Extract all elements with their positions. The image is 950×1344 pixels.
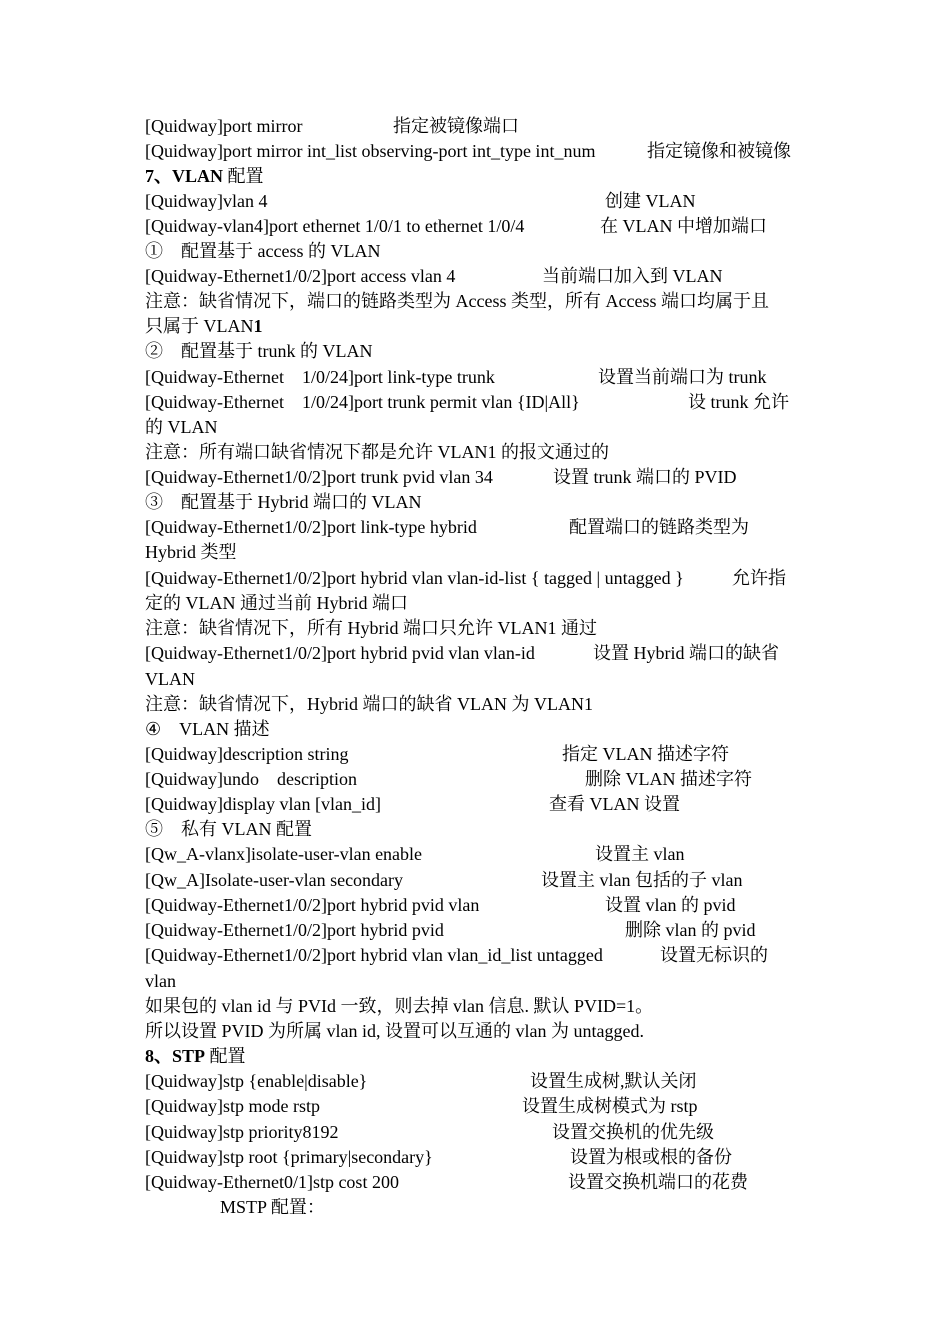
command-text: [Qw_A]Isolate-user-vlan secondary <box>145 870 404 890</box>
section-number: 8、 <box>145 1046 172 1066</box>
command-description: 设置 vlan 的 pvid <box>605 895 736 915</box>
command-description: 创建 VLAN <box>605 191 696 211</box>
doc-line <box>145 541 237 563</box>
section-title-rest: 配置 <box>205 1046 246 1066</box>
command-text: [Quidway-Ethernet1/0/2]port link-type hybrid <box>145 517 477 537</box>
doc-line <box>145 416 218 438</box>
section-heading <box>145 1045 246 1067</box>
command-description: 设置主 vlan <box>595 844 685 864</box>
section-title-bold: STP <box>172 1046 206 1066</box>
command-description: 查看 VLAN 设置 <box>549 794 680 814</box>
paragraph-text: 注意：缺省情况下，端口的链路类型为 Access 类型，所有 Access 端口均属于且 <box>145 291 769 311</box>
command-description: 设置 Hybrid 端口的缺省 <box>593 643 779 663</box>
command-text: [Quidway-Ethernet1/0/2]port access vlan 4 <box>145 266 456 286</box>
command-text: [Quidway]description string <box>145 744 349 764</box>
doc-line <box>145 441 609 463</box>
paragraph-text: 所以设置 PVID 为所属 vlan id, 设置可以互通的 vlan 为 untagged. <box>145 1021 644 1041</box>
doc-line <box>145 668 195 690</box>
paragraph-text: ④ VLAN 描述 <box>145 719 270 739</box>
command-description: 设置生成树,默认关闭 <box>530 1071 697 1091</box>
doc-line <box>145 693 593 715</box>
doc-line <box>145 290 769 312</box>
doc-line <box>145 592 408 614</box>
command-text: [Quidway-Ethernet1/0/2]port hybrid pvid vlan vlan-id <box>145 643 535 663</box>
command-text: [Quidway-Ethernet1/0/2]port hybrid vlan vlan-id-list { tagged | untagged } <box>145 568 684 588</box>
command-description: 删除 VLAN 描述字符 <box>585 769 752 789</box>
command-description: 设置交换机的优先级 <box>552 1122 714 1142</box>
command-text: [Quidway]port mirror int_list observing-port int_type int_num <box>145 141 596 161</box>
command-text: [Quidway]stp root {primary|secondary} <box>145 1147 433 1167</box>
doc-line <box>145 970 176 992</box>
paragraph-text: 定的 VLAN 通过当前 Hybrid 端口 <box>145 593 408 613</box>
doc-line <box>145 240 380 262</box>
command-description: 允许指 <box>732 568 786 588</box>
command-text: [Quidway]stp {enable|disable} <box>145 1071 368 1091</box>
command-description: 设置 trunk 端口的 PVID <box>553 467 737 487</box>
command-text: [Quidway-vlan4]port ethernet 1/0/1 to ethernet 1/0/4 <box>145 216 525 236</box>
command-description: 删除 vlan 的 pvid <box>625 920 756 940</box>
paragraph-text: ⑤ 私有 VLAN 配置 <box>145 819 312 839</box>
command-description: 配置端口的链路类型为 <box>569 517 749 537</box>
command-text: [Quidway-Ethernet 1/0/24]port trunk permit vlan {ID|All} <box>145 392 580 412</box>
command-description: 设 trunk 允许 <box>688 392 789 412</box>
command-description: 指定被镜像端口 <box>393 116 519 136</box>
command-text: [Quidway]vlan 4 <box>145 191 268 211</box>
command-text: [Quidway-Ethernet 1/0/24]port link-type trunk <box>145 367 495 387</box>
command-description: 指定镜像和被镜像 <box>647 141 791 161</box>
doc-line <box>145 617 597 639</box>
paragraph-text: ② 配置基于 trunk 的 VLAN <box>145 341 373 361</box>
paragraph-text: 注意：缺省情况下，Hybrid 端口的缺省 VLAN 为 VLAN1 <box>145 694 593 714</box>
doc-line <box>145 995 653 1017</box>
command-text: [Qw_A-vlanx]isolate-user-vlan enable <box>145 844 423 864</box>
doc-line <box>145 491 422 513</box>
section-heading <box>145 165 264 187</box>
paragraph-text: 只属于 VLAN <box>145 316 254 336</box>
command-text: [Quidway-Ethernet0/1]stp cost 200 <box>145 1172 399 1192</box>
section-title-rest: 配置 <box>223 166 264 186</box>
command-text: [Quidway-Ethernet1/0/2]port hybrid pvid <box>145 920 444 940</box>
paragraph-text: 注意：所有端口缺省情况下都是允许 VLAN1 的报文通过的 <box>145 442 609 462</box>
section-title-bold: VLAN <box>172 166 224 186</box>
paragraph-text: MSTP 配置： <box>220 1197 325 1217</box>
command-description: 设置生成树模式为 rstp <box>522 1096 698 1116</box>
paragraph-text: VLAN <box>145 669 195 689</box>
command-text: [Quidway-Ethernet1/0/2]port hybrid vlan vlan_id_list untagged <box>145 945 603 965</box>
command-description: 设置当前端口为 trunk <box>598 367 767 387</box>
doc-line <box>145 340 373 362</box>
paragraph-text: Hybrid 类型 <box>145 542 237 562</box>
paragraph-text-bold: 1 <box>253 316 263 336</box>
command-text: [Quidway]port mirror <box>145 116 303 136</box>
paragraph-text: vlan <box>145 971 176 991</box>
command-text: [Quidway]undo description <box>145 769 357 789</box>
command-text: [Quidway-Ethernet1/0/2]port trunk pvid vlan 34 <box>145 467 493 487</box>
doc-line <box>145 315 263 337</box>
command-description: 设置主 vlan 包括的子 vlan <box>541 870 743 890</box>
paragraph-text: 如果包的 vlan id 与 PVId 一致，则去掉 vlan 信息. 默认 PVID=1。 <box>145 996 654 1016</box>
command-description: 设置无标识的 <box>660 945 768 965</box>
paragraph-text: ① 配置基于 access 的 VLAN <box>145 241 381 261</box>
paragraph-text: 注意：缺省情况下，所有 Hybrid 端口只允许 VLAN1 通过 <box>145 618 597 638</box>
doc-line <box>145 1020 644 1042</box>
command-text: [Quidway-Ethernet1/0/2]port hybrid pvid vlan <box>145 895 480 915</box>
command-text: [Quidway]stp mode rstp <box>145 1096 320 1116</box>
doc-line <box>145 718 270 740</box>
doc-line <box>220 1196 325 1218</box>
command-description: 设置为根或根的备份 <box>570 1147 732 1167</box>
doc-line <box>145 818 312 840</box>
command-description: 设置交换机端口的花费 <box>568 1172 748 1192</box>
section-number: 7、 <box>145 166 172 186</box>
command-text: [Quidway]stp priority8192 <box>145 1122 339 1142</box>
paragraph-text: 的 VLAN <box>145 417 218 437</box>
command-description: 指定 VLAN 描述字符 <box>562 744 729 764</box>
command-description: 当前端口加入到 VLAN <box>542 266 723 286</box>
paragraph-text: ③ 配置基于 Hybrid 端口的 VLAN <box>145 492 422 512</box>
command-description: 在 VLAN 中增加端口 <box>600 216 767 236</box>
command-text: [Quidway]display vlan [vlan_id] <box>145 794 381 814</box>
